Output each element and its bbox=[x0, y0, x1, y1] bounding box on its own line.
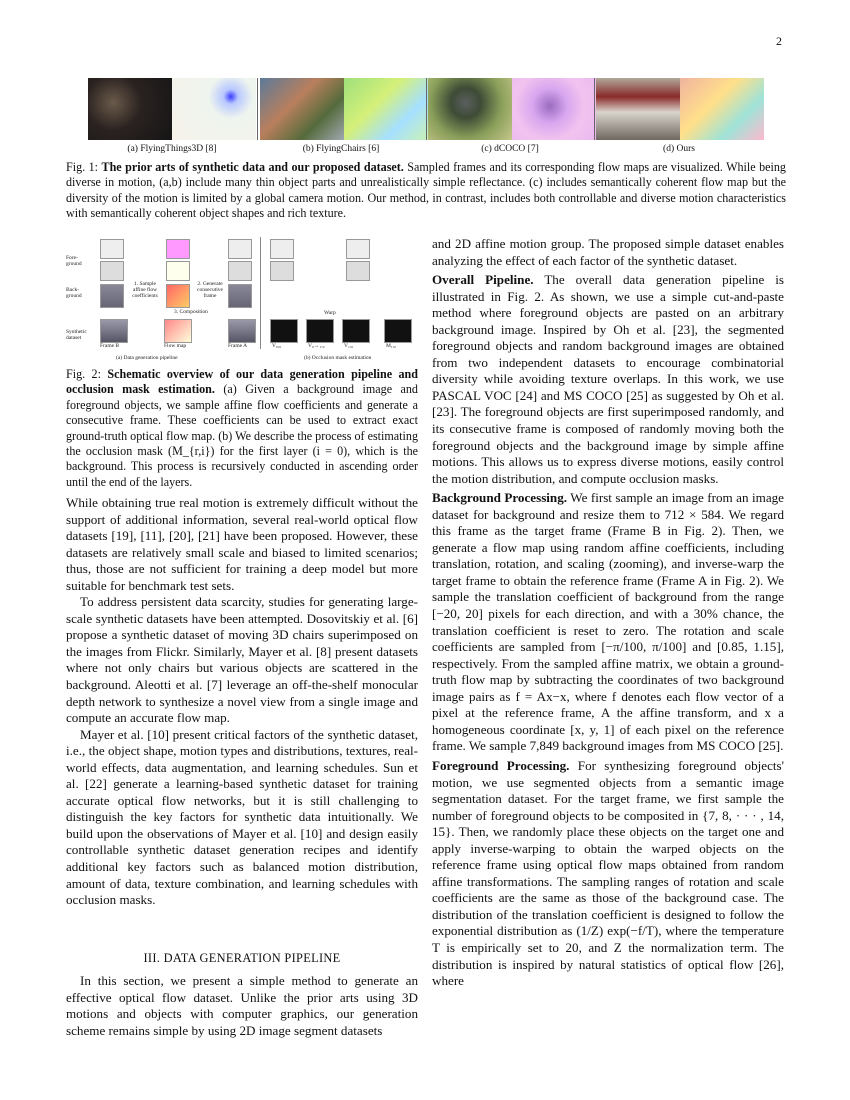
fig2-occ-thumb bbox=[270, 261, 294, 281]
background-processing-heading: Background Processing. bbox=[432, 490, 568, 506]
fig2-divider bbox=[260, 237, 261, 349]
fig2-occ-thumb bbox=[270, 239, 294, 259]
paragraph: While obtaining true real motion is extremely difficult without the support of additional information, several real-world optical flow datasets [19], [11], [20], [21] have been proposed. However, these datasets are relatively small scale and biased to limited scenarios; thus, those are not sufficient for training a deep model but more suitable for benchmark test sets. bbox=[66, 495, 418, 593]
paragraph: To address persistent data scarcity, studies for generating large-scale synthetic datasets have been attempted. Dosovitskiy et al. [6] propose a synthetic dataset of moving 3D chairs superimposed on the images from Flickr. Similarly, Mayer et al. [8] present datasets where not only chairs but various objects are scattered in the background. Aleotti et al. [7] leverage an off-the-shelf monocular depth network to synthesize a novel view from a single image and compute an accurate flow map. bbox=[66, 594, 418, 726]
fig2-flow-thumb bbox=[166, 284, 190, 308]
right-column bbox=[432, 236, 784, 990]
fig2-occ-thumb bbox=[346, 261, 370, 281]
fig1-flyingchairs-frame bbox=[260, 78, 344, 140]
fig1-caption-bold: The prior arts of synthetic data and our proposed dataset. bbox=[101, 160, 404, 174]
fig2-subcaption-a: (a) Data generation pipeline bbox=[116, 355, 178, 361]
fig1-label: (a) FlyingThings3D [8] bbox=[127, 144, 217, 154]
fig2-step1: 1. Sample affine flow coefficients bbox=[132, 281, 158, 299]
paragraph-overall bbox=[432, 272, 784, 487]
fig2-step2: 2. Generate consecutive frame bbox=[197, 281, 223, 299]
fig1-label: (c) dCOCO [7] bbox=[481, 144, 539, 154]
fig1-ours-flow bbox=[680, 78, 764, 140]
fig2-fg-thumb bbox=[100, 261, 124, 281]
fig1-divider bbox=[426, 78, 427, 140]
fig2-subcaption-b: (b) Occlusion mask estimation bbox=[304, 355, 372, 361]
fig2-frameA-thumb bbox=[228, 284, 252, 308]
fig2-fg-thumb bbox=[100, 239, 124, 259]
left-column bbox=[66, 495, 418, 909]
fig2-frame-b bbox=[100, 319, 128, 343]
fig2-row-label-foreground: Fore- ground bbox=[66, 255, 82, 267]
fig2-frame-b-label: Frame B bbox=[100, 343, 120, 349]
fig1-caption-prefix: Fig. 1: bbox=[66, 160, 99, 174]
foreground-processing-text: For synthesizing foreground objects' motion, we use segmented objects from a semantic image segmentation dataset. For the target frame, we first sample the number of foreground objects to be composited in {7, 8, · · · , 14, 15}. Then, we randomly place these objects on the target one and apply inverse-warping to obtain the warped objects on the reference frame using optical flow maps obtained from random affine transformations. The sampling ranges of rotation and scale coefficients are the same as those of the background case. The distribution of the translation coefficient is designed to follow the exponential distribution as (1/Z) exp(−f/T), where the temperature T is empirically set to 20, and Z the normalization term. The distribution is inspired by natural statistics of optical flow [26], where bbox=[432, 757, 785, 989]
fig1-label: (d) Ours bbox=[663, 144, 695, 154]
figure-2 bbox=[66, 237, 418, 363]
fig2-caption-bold: Schematic overview of our data generation pipeline and occlusion mask estimation. bbox=[66, 367, 418, 397]
paragraph: and 2D affine motion group. The proposed simple dataset enables analyzing the effect of each factor of the synthetic dataset. bbox=[432, 236, 784, 268]
fig2-v-label: M₁,₀ bbox=[386, 343, 397, 349]
fig2-flow-map-label: Flow map bbox=[164, 343, 187, 349]
fig2-occ-thumb bbox=[346, 239, 370, 259]
fig2-flow-thumb bbox=[166, 261, 190, 281]
overall-pipeline-heading: Overall Pipeline. bbox=[432, 272, 534, 288]
paragraph: In this section, we present a simple method to generate an effective optical flow dataset. Unlike the prior arts using 3D motions and objects with computer graphics, our generation scheme remains simple by using 2D image segment datasets bbox=[66, 973, 418, 1038]
fig1-flyingchairs-flow bbox=[344, 78, 428, 140]
fig2-frame-a bbox=[228, 319, 256, 343]
overall-pipeline-text: The overall data generation pipeline is illustrated in Fig. 2. As shown, we use a simple cut-and-paste method where foreground objects are pasted on an arbitrary background image. Inspired by Oh et al. [23], the segmented foreground objects and random background images are obtained from two independent datasets to encourage combinatorial diversity while avoiding texture overlaps. In this work, we use PASCAL VOC [24] and MS COCO [25] as suggested by Oh et al. [23]. The foreground objects are first superimposed randomly, and its consecutive frame is composed of randomly moving both the foreground objects and the background image by simple affine motions. This allows us to express diverse motions, easily control the motion distribution, and compute occlusion masks. bbox=[432, 272, 784, 486]
fig1-divider bbox=[257, 78, 258, 140]
left-column-section bbox=[66, 973, 418, 1039]
fig1-flyingthings-flow bbox=[172, 78, 256, 140]
paragraph: Mayer et al. [10] present critical factors of the synthetic dataset, i.e., the object shape, motion types and distributions, textures, real-world effects, data augmentation, and learning schedules. Sun et al. [22] generate a learning-based synthetic dataset for training accurate optical flow networks, but it is still challenging to distinguish the key factors for synthetic data intuitionally. We build upon the observations of Mayer et al. [10] and design easily controllable synthetic dataset generation recipes and identify additional key factors such as balanced motion distribution, amount of data, texture combination, and learning schedules with occlusion masks. bbox=[66, 726, 418, 908]
fig1-ours-frame bbox=[596, 78, 680, 140]
fig2-caption bbox=[66, 367, 418, 490]
fig2-row-label-background: Back- ground bbox=[66, 287, 82, 299]
fig2-v00 bbox=[270, 319, 298, 343]
fig2-v10 bbox=[342, 319, 370, 343]
foreground-processing-heading: Foreground Processing. bbox=[432, 757, 570, 773]
page-number: 2 bbox=[776, 34, 782, 48]
section-heading: III. DATA GENERATION PIPELINE bbox=[143, 951, 341, 965]
fig1-dcoco-flow bbox=[512, 78, 596, 140]
fig2-v-label: V₀→₁,₀ bbox=[308, 343, 325, 349]
fig1-caption bbox=[66, 160, 786, 222]
fig2-v-label: V₁,₀ bbox=[344, 343, 354, 349]
fig1-divider bbox=[594, 78, 595, 140]
figure-1 bbox=[88, 78, 764, 140]
fig2-caption-prefix: Fig. 2: bbox=[66, 367, 101, 381]
fig2-step3: 3. Composition bbox=[174, 309, 208, 315]
fig2-m10 bbox=[384, 319, 412, 343]
fig2-v-label: V₀,₀ bbox=[272, 343, 282, 349]
fig2-caption-text: (a) Given a background image and foreground objects, we sample affine flow coefficients and generate a consecutive frame. These coefficients can be used to extract exact ground-truth optical flow map. (b) We describe the process of estimating the occlusion mask (M_{r,i}) for the first layer (i = 0), which is the background. This process is recursively conducted in ascending order until the end of the layers. bbox=[66, 382, 418, 489]
fig1-label: (b) FlyingChairs [6] bbox=[302, 144, 380, 154]
fig2-flow-thumb bbox=[166, 239, 190, 259]
fig1-dcoco-frame bbox=[428, 78, 512, 140]
fig2-bg-thumb bbox=[100, 284, 124, 308]
paragraph-background bbox=[432, 490, 784, 755]
fig2-frameA-thumb bbox=[228, 261, 252, 281]
fig1-flyingthings-frame bbox=[88, 78, 172, 140]
background-processing-text: We first sample an image from an image dataset for background and resize them to 712 × 584. We regard this frame as the target frame (Frame B in Fig. 2). Then, we generate a flow map using random affine coefficients, including translation, rotation, and scaling (zooming), and inverse-warp the target frame to obtain the reference frame (Frame A in Fig. 2). We sample the translation coefficient of background from the range [−20, 20] pixels for each direction, and with a 30% chance, the translation coefficient is reset to zero. The rotation and scale coefficients are sampled from [−π/100, π/100] and [0.85, 1.15], respectively. From the sampled affine matrix, we obtain a ground-truth flow map by subtracting the coordinates of two background image pairs as f = Ax−x, where f denotes each flow vector of a pixel at the reference frame, A the affine transform, and x a homogeneous coordinate [x, y, 1] of each pixel on the reference frame. We sample 7,849 background images from MS COCO [25]. bbox=[432, 490, 784, 754]
fig2-flow-map bbox=[164, 319, 192, 343]
fig2-v01 bbox=[306, 319, 334, 343]
fig1-caption-text: Sampled frames and its corresponding flow maps are visualized. While being diverse in motion, (a,b) include many thin object parts and unrealistically simple reflectance. (c) includes semantically coherent flow map but the diversity of the motion is limited by a global camera motion. Our method, in contrast, includes both controllable and diverse motion characteristics with semantically coherent object shapes and rich texture. bbox=[66, 160, 786, 221]
fig2-frameA-thumb bbox=[228, 239, 252, 259]
fig2-frame-a-label: Frame A bbox=[228, 343, 248, 349]
fig2-row-label-synthetic: Synthetic dataset bbox=[66, 329, 87, 341]
fig2-warp: Warp bbox=[324, 310, 336, 316]
paragraph-foreground bbox=[432, 758, 784, 990]
